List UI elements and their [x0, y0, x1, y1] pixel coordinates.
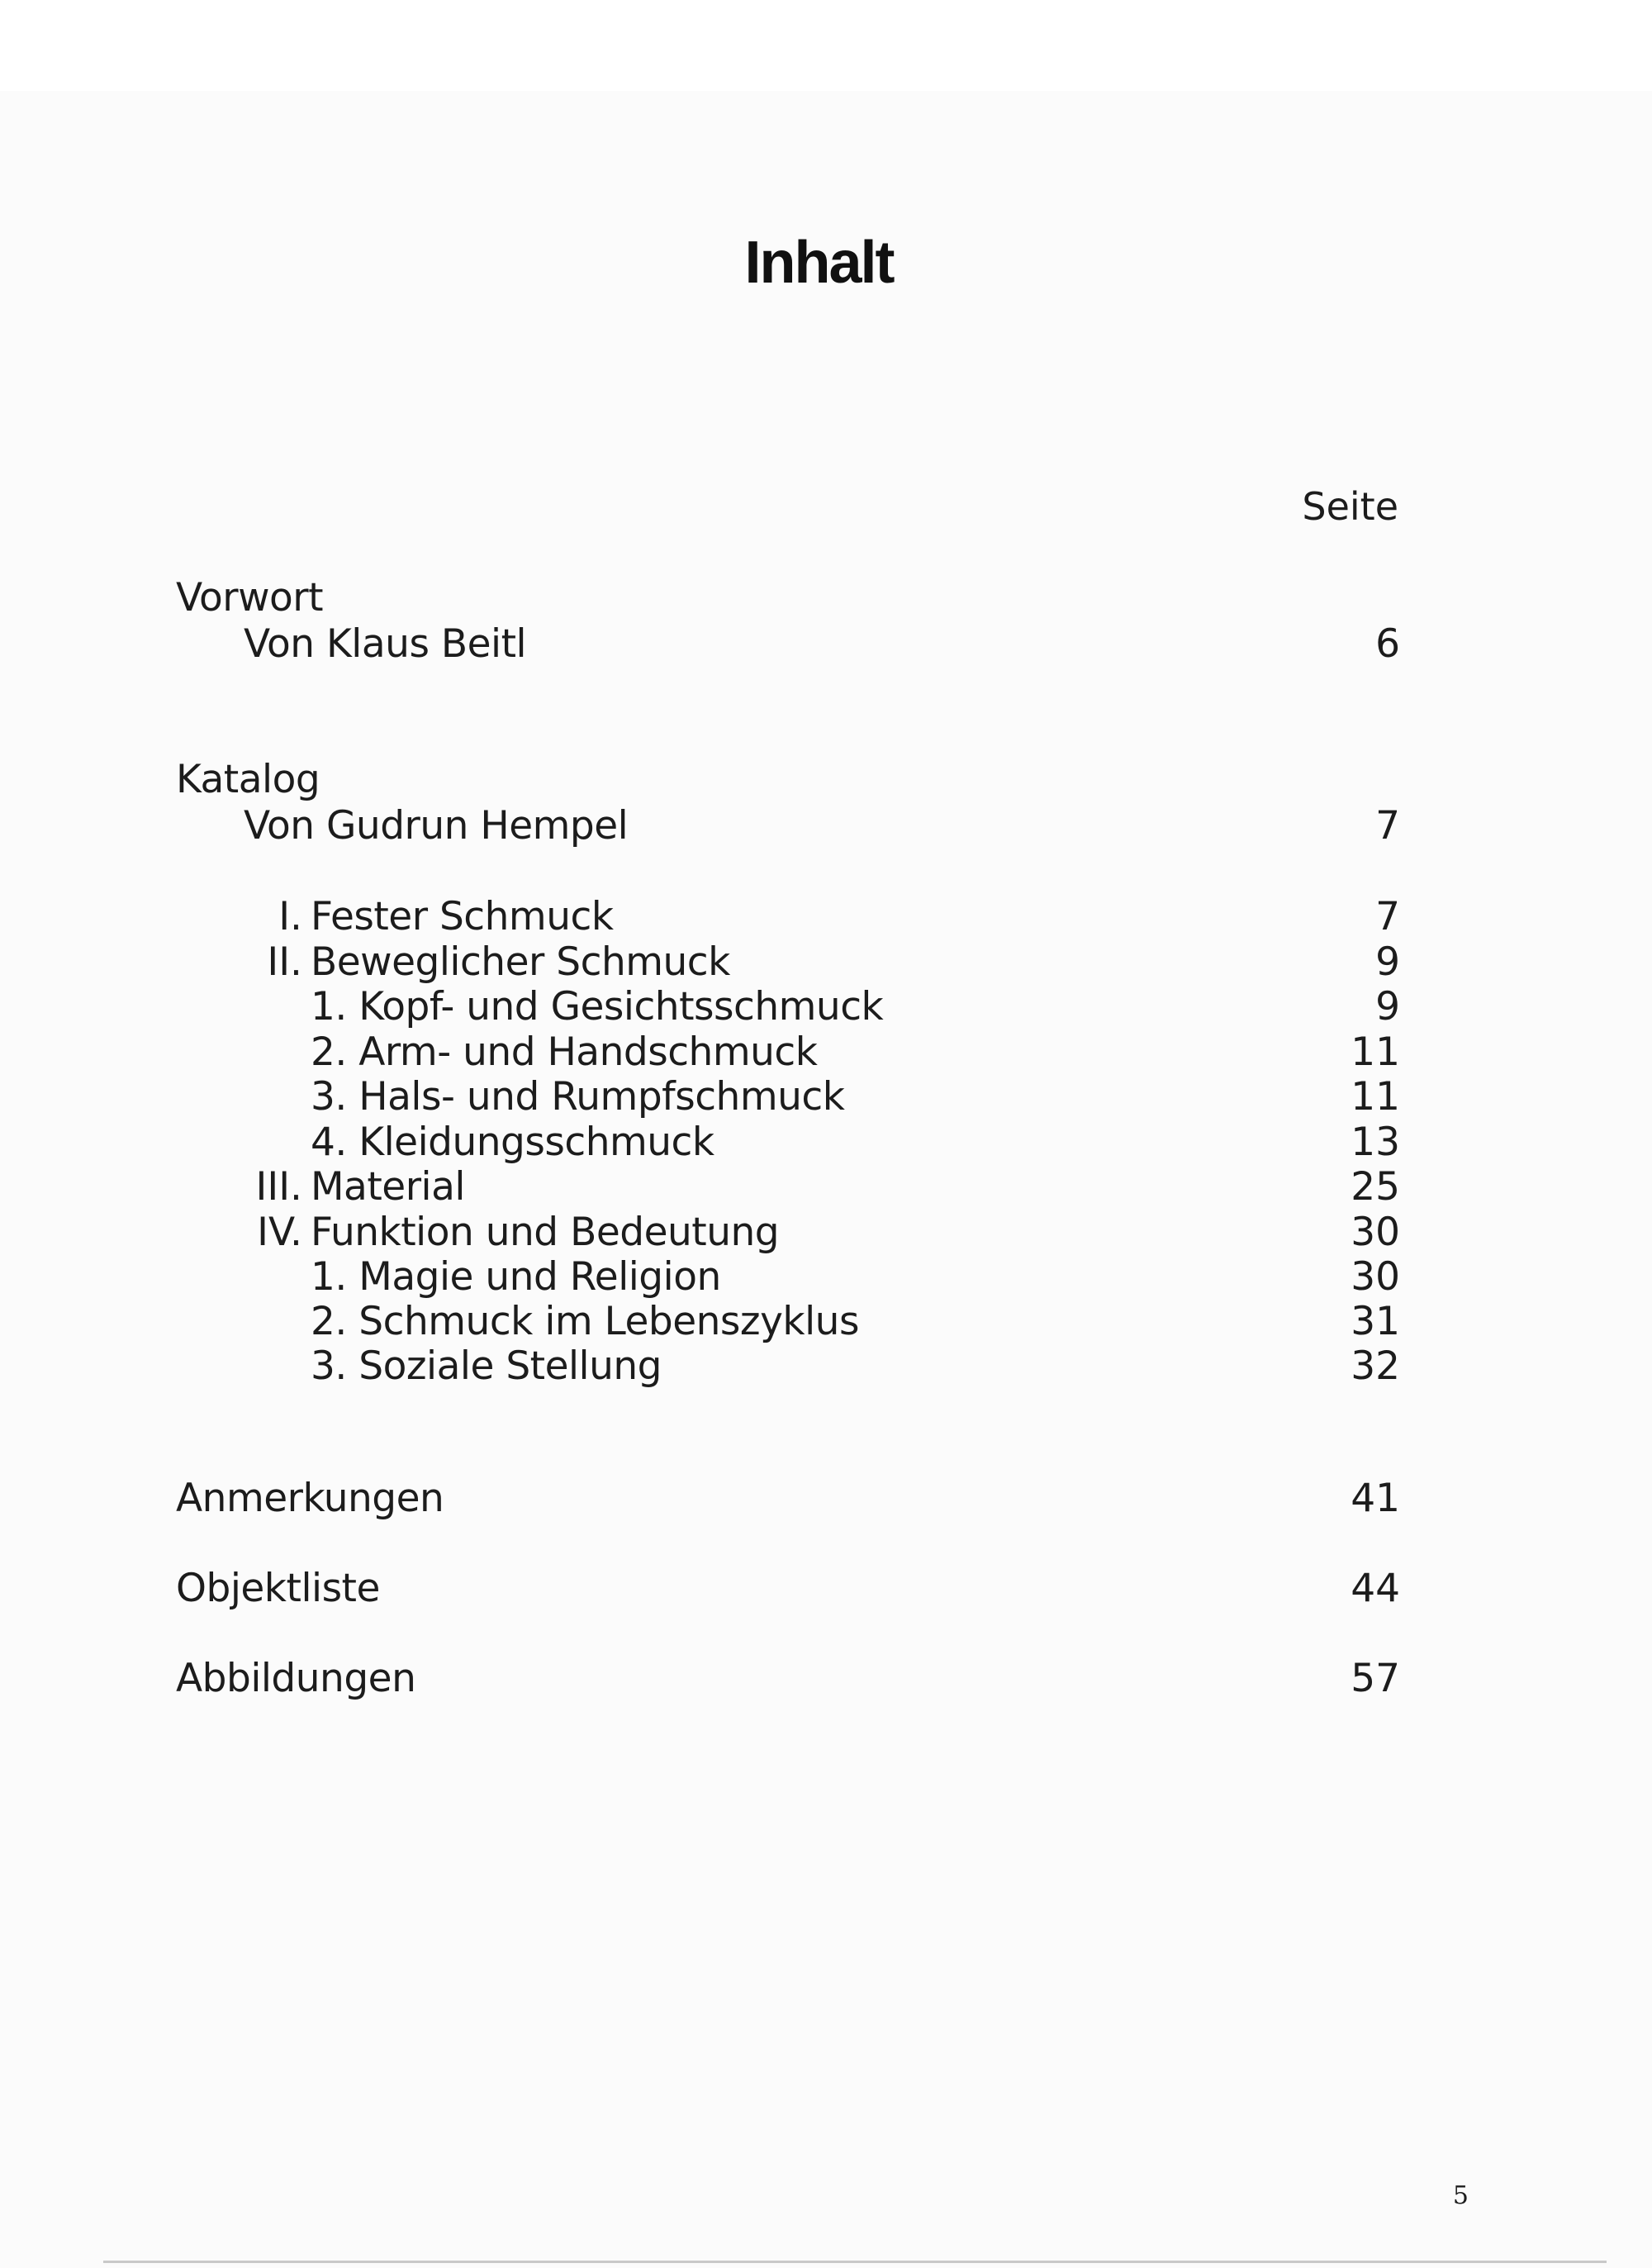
toc-section-katalog[interactable]	[0, 757, 1652, 803]
toc-entry-label: 2. Arm- und Handschmuck	[311, 1029, 818, 1075]
toc-page-number: 13	[1351, 1120, 1400, 1165]
toc-page-number: 30	[1351, 1254, 1400, 1300]
toc-entry-label: Beweglicher Schmuck	[311, 939, 730, 985]
toc-roman-numeral: III.	[255, 1164, 302, 1210]
toc-section-objektliste[interactable]	[0, 1566, 1652, 1612]
toc-entry-label: 2. Schmuck im Lebenszyklus	[311, 1299, 859, 1344]
toc-page-number: 31	[1351, 1299, 1400, 1344]
toc-entry-label: Abbildungen	[176, 1656, 416, 1701]
toc-entry-katalog-author[interactable]	[0, 803, 1652, 849]
toc-page-number: 30	[1351, 1210, 1400, 1255]
toc-entry-label: Funktion und Bedeutung	[311, 1210, 780, 1255]
toc-page-number: 7	[1375, 803, 1400, 849]
toc-chapter-funktion[interactable]	[0, 1210, 1652, 1256]
toc-entry-label: 3. Hals- und Rumpfschmuck	[311, 1074, 845, 1120]
page-edge-line	[103, 2261, 1607, 2263]
toc-entry-label: Vorwort	[176, 575, 324, 620]
toc-page-number: 32	[1351, 1343, 1400, 1389]
toc-roman-numeral: II.	[267, 939, 302, 985]
page-title: Inhalt	[744, 230, 894, 296]
toc-subentry[interactable]	[0, 984, 1652, 1030]
toc-entry-label: Fester Schmuck	[311, 894, 614, 939]
toc-roman-numeral: I.	[278, 894, 302, 939]
toc-entry-label: 4. Kleidungsschmuck	[311, 1120, 714, 1165]
toc-roman-numeral: IV.	[257, 1210, 302, 1255]
toc-section-anmerkungen[interactable]	[0, 1476, 1652, 1522]
toc-subentry[interactable]	[0, 1299, 1652, 1345]
toc-chapter-fester-schmuck[interactable]	[0, 894, 1652, 940]
toc-entry-label: 3. Soziale Stellung	[311, 1343, 662, 1389]
page-top-margin	[0, 0, 1652, 91]
toc-entry-label: 1. Kopf- und Gesichtsschmuck	[311, 984, 884, 1029]
toc-section-vorwort[interactable]	[0, 575, 1652, 621]
toc-subentry[interactable]	[0, 1120, 1652, 1166]
toc-page-number: 6	[1375, 621, 1400, 667]
toc-page-number: 41	[1351, 1476, 1400, 1521]
toc-entry-label: Objektliste	[176, 1566, 380, 1611]
page-number: 5	[1452, 2181, 1469, 2210]
toc-page-number: 9	[1375, 939, 1400, 985]
toc-page-number: 11	[1351, 1029, 1400, 1075]
toc-subentry[interactable]	[0, 1074, 1652, 1120]
toc-entry-label: Material	[311, 1164, 465, 1210]
toc-page-number: 57	[1351, 1656, 1400, 1701]
toc-page-number: 44	[1351, 1566, 1400, 1611]
toc-entry-label: Katalog	[176, 757, 320, 802]
toc-section-abbildungen[interactable]	[0, 1656, 1652, 1702]
toc-entry-label: Von Klaus Beitl	[244, 621, 527, 667]
toc-page-number: 9	[1375, 984, 1400, 1029]
toc-page-number: 7	[1375, 894, 1400, 939]
toc-subentry[interactable]	[0, 1343, 1652, 1390]
toc-chapter-beweglicher-schmuck[interactable]	[0, 939, 1652, 986]
toc-page-number: 11	[1351, 1074, 1400, 1120]
toc-entry-label: Anmerkungen	[176, 1476, 444, 1521]
toc-entry-label: Von Gudrun Hempel	[244, 803, 629, 849]
toc-subentry[interactable]	[0, 1254, 1652, 1300]
toc-page-number: 25	[1351, 1164, 1400, 1210]
page-column-header: Seite	[1302, 484, 1398, 529]
toc-chapter-material[interactable]	[0, 1164, 1652, 1210]
toc-entry-label: 1. Magie und Religion	[311, 1254, 721, 1300]
toc-entry-vorwort-author[interactable]	[0, 621, 1652, 668]
toc-subentry[interactable]	[0, 1029, 1652, 1076]
